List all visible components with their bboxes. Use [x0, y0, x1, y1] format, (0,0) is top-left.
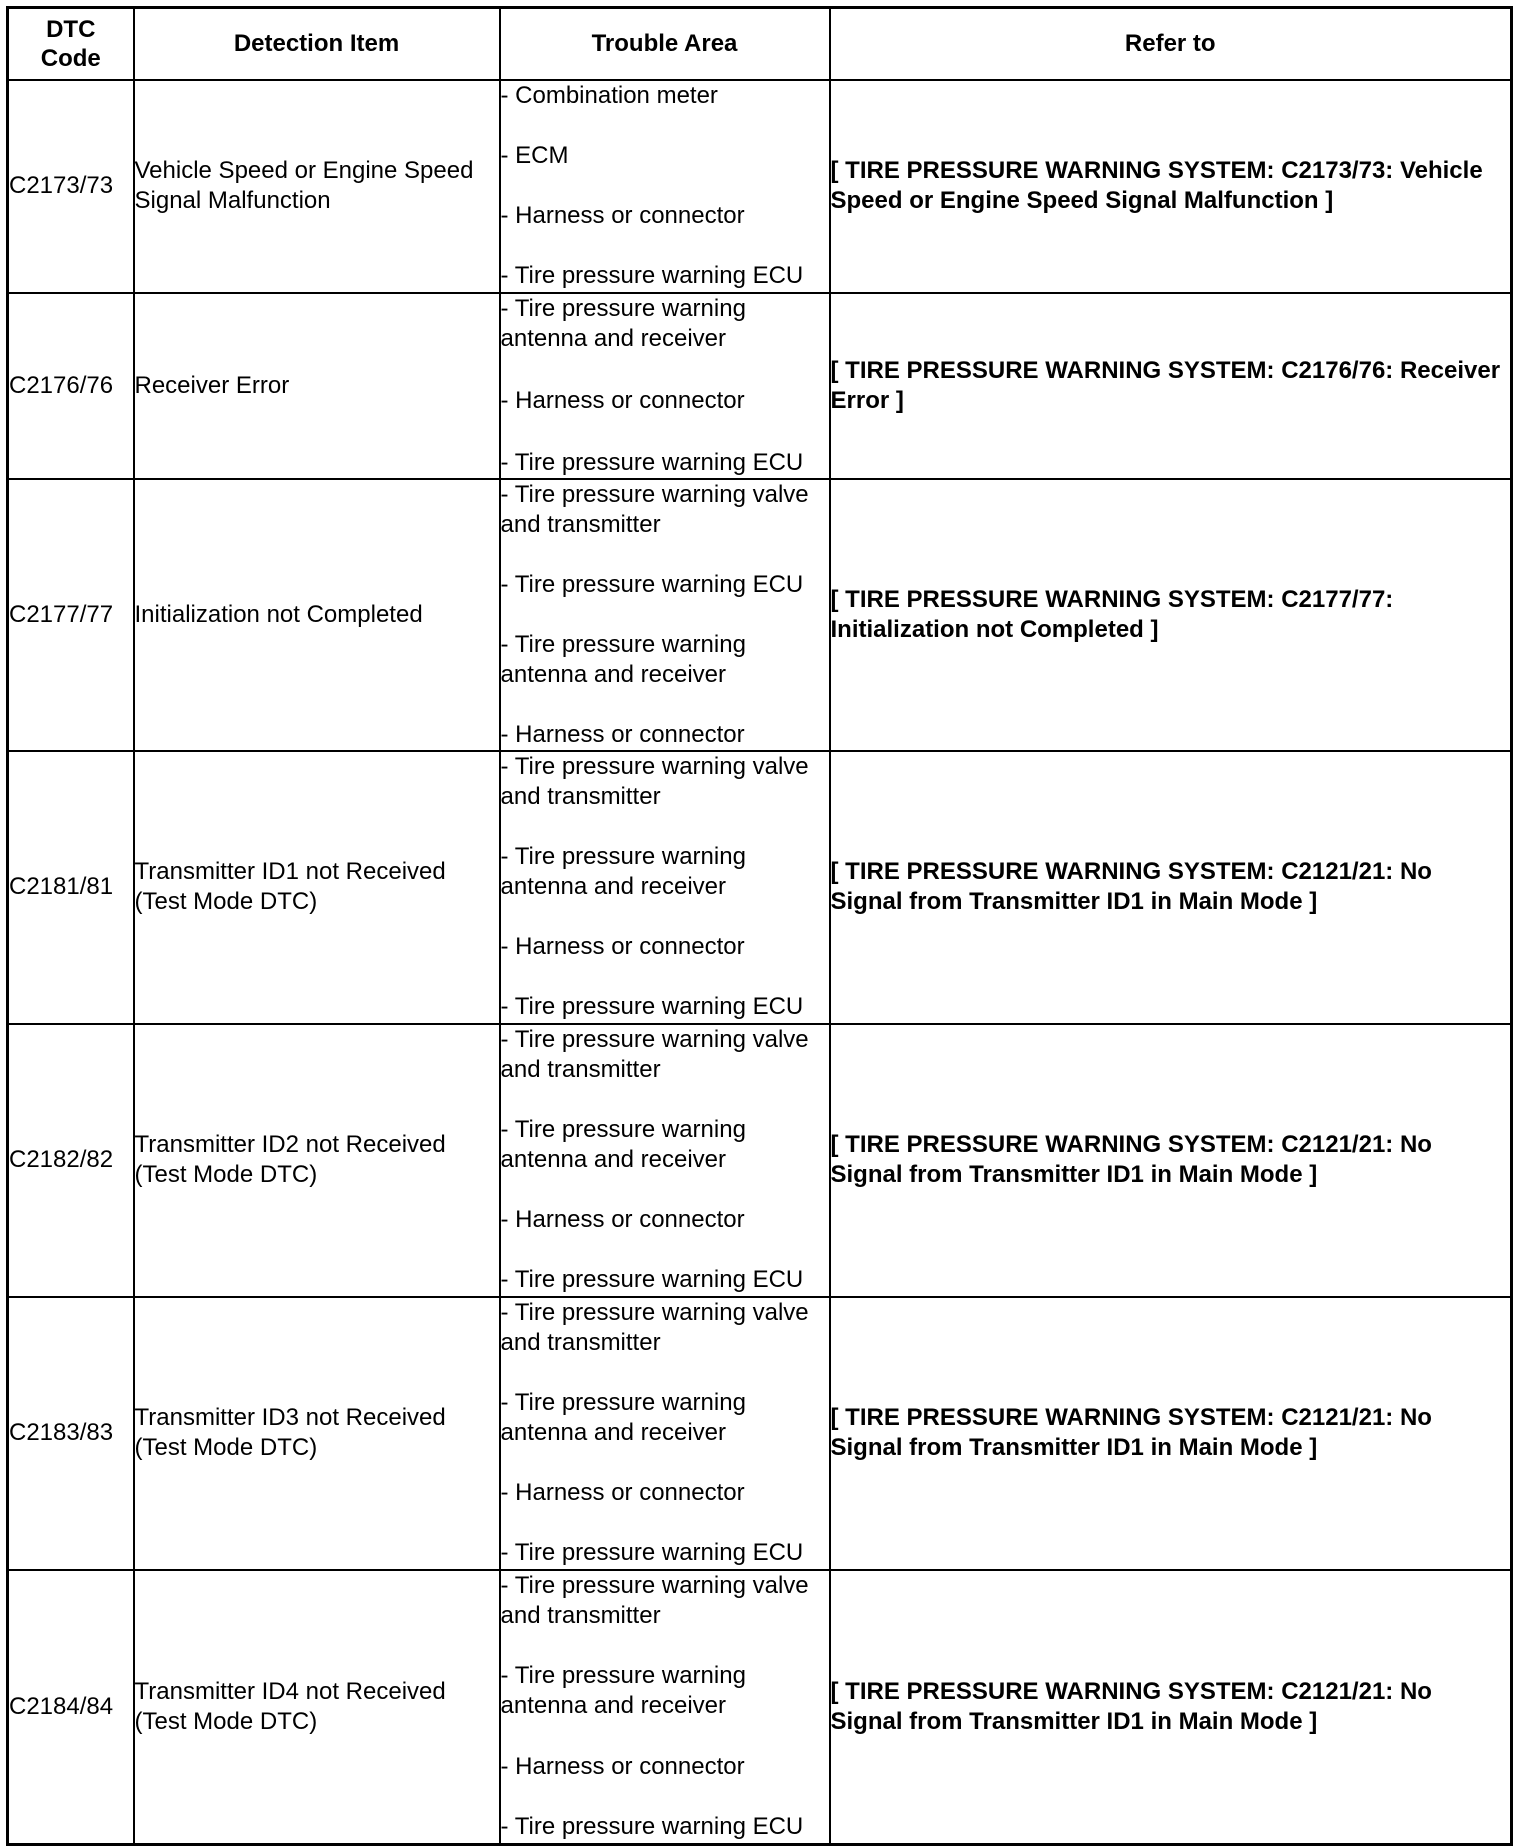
table-header-row — [8, 8, 1512, 80]
trouble-area-entry: - Tire pressure warning valve and transmitter — [500, 480, 809, 538]
dtc-code-cell: C2177/77 — [8, 479, 134, 751]
table-row — [8, 751, 1512, 1024]
table-row — [8, 293, 1512, 479]
detection-item-cell: Vehicle Speed or Engine Speed Signal Malfunction — [134, 80, 500, 293]
refer-to-link: [ TIRE PRESSURE WARNING SYSTEM: C2176/76: Receiver Error ] — [830, 293, 1512, 479]
table-row — [8, 80, 1512, 293]
trouble-area-list — [501, 1298, 829, 1569]
trouble-area-entry: - Tire pressure warning ECU — [500, 1266, 804, 1294]
header-refer-to-label: Refer to — [1124, 30, 1216, 58]
dtc-code-cell: C2183/83 — [8, 1297, 134, 1570]
detection-item-cell: Transmitter ID3 not Received (Test Mode DTC) — [134, 1297, 500, 1570]
trouble-area-cell — [500, 479, 830, 751]
trouble-area-entry: - Tire pressure warning antenna and receiver — [500, 1115, 746, 1173]
trouble-area-list — [501, 752, 829, 1023]
trouble-area-list — [501, 1571, 829, 1843]
header-refer-to — [830, 8, 1512, 80]
trouble-area-list — [501, 294, 829, 478]
dtc-code-cell: C2181/81 — [8, 751, 134, 1024]
refer-to-link: [ TIRE PRESSURE WARNING SYSTEM: C2173/73: Vehicle Speed or Engine Speed Signal Malfunction ] — [830, 80, 1512, 293]
dtc-table — [6, 6, 1513, 1846]
table-row — [8, 1297, 1512, 1570]
trouble-area-entry: - Harness or connector — [500, 720, 745, 748]
header-dtc-code — [8, 8, 134, 80]
trouble-area-entry: - Harness or connector — [500, 386, 745, 414]
header-trouble-area-label: Trouble Area — [591, 30, 738, 58]
detection-item-cell: Receiver Error — [134, 293, 500, 479]
trouble-area-entry: - Harness or connector — [500, 933, 745, 961]
trouble-area-entry: - Tire pressure warning ECU — [500, 1813, 804, 1841]
trouble-area-cell — [500, 751, 830, 1024]
table-row — [8, 1024, 1512, 1297]
trouble-area-entry: - Tire pressure warning valve and transmitter — [500, 752, 809, 810]
trouble-area-entry: - Harness or connector — [500, 1206, 745, 1234]
refer-to-link: [ TIRE PRESSURE WARNING SYSTEM: C2121/21: No Signal from Transmitter ID1 in Main Mode ] — [830, 1297, 1512, 1570]
detection-item-cell: Transmitter ID4 not Received (Test Mode DTC) — [134, 1570, 500, 1845]
detection-item-cell: Transmitter ID1 not Received (Test Mode DTC) — [134, 751, 500, 1024]
trouble-area-list — [501, 81, 829, 292]
trouble-area-entry: - Harness or connector — [500, 1752, 745, 1780]
refer-to-link: [ TIRE PRESSURE WARNING SYSTEM: C2121/21: No Signal from Transmitter ID1 in Main Mode ] — [830, 751, 1512, 1024]
trouble-area-entry: - Tire pressure warning ECU — [500, 1539, 804, 1567]
trouble-area-cell — [500, 1024, 830, 1297]
trouble-area-entry: - Tire pressure warning antenna and receiver — [500, 294, 746, 352]
trouble-area-list — [501, 1025, 829, 1296]
header-trouble-area — [500, 8, 830, 80]
dtc-code-cell: C2176/76 — [8, 293, 134, 479]
trouble-area-entry: - Combination meter — [500, 81, 718, 109]
dtc-code-cell: C2184/84 — [8, 1570, 134, 1845]
dtc-code-cell: C2173/73 — [8, 80, 134, 293]
trouble-area-cell — [500, 80, 830, 293]
trouble-area-entry: - Tire pressure warning ECU — [500, 262, 804, 290]
trouble-area-entry: - Tire pressure warning antenna and receiver — [500, 842, 746, 900]
dtc-code-cell: C2182/82 — [8, 1024, 134, 1297]
refer-to-link: [ TIRE PRESSURE WARNING SYSTEM: C2121/21: No Signal from Transmitter ID1 in Main Mode ] — [830, 1570, 1512, 1845]
trouble-area-entry: - Tire pressure warning valve and transmitter — [500, 1571, 809, 1629]
trouble-area-entry: - Tire pressure warning antenna and receiver — [500, 630, 746, 688]
trouble-area-entry: - Tire pressure warning ECU — [500, 448, 804, 476]
trouble-area-entry: - Tire pressure warning valve and transmitter — [500, 1298, 809, 1356]
detection-item-cell: Initialization not Completed — [134, 479, 500, 751]
trouble-area-cell — [500, 1570, 830, 1845]
header-dtc-code-label: DTC Code — [40, 15, 101, 72]
trouble-area-entry: - Tire pressure warning ECU — [500, 993, 804, 1021]
detection-item-cell: Transmitter ID2 not Received (Test Mode DTC) — [134, 1024, 500, 1297]
trouble-area-entry: - Tire pressure warning antenna and receiver — [500, 1388, 746, 1446]
trouble-area-list — [501, 480, 829, 750]
trouble-area-cell — [500, 293, 830, 479]
trouble-area-entry: - Tire pressure warning valve and transmitter — [500, 1025, 809, 1083]
header-detection-item — [134, 8, 500, 80]
trouble-area-entry: - Harness or connector — [500, 1479, 745, 1507]
trouble-area-entry: - Tire pressure warning antenna and receiver — [500, 1662, 746, 1720]
refer-to-link: [ TIRE PRESSURE WARNING SYSTEM: C2177/77: Initialization not Completed ] — [830, 479, 1512, 751]
trouble-area-entry: - Tire pressure warning ECU — [500, 570, 804, 598]
refer-to-link: [ TIRE PRESSURE WARNING SYSTEM: C2121/21: No Signal from Transmitter ID1 in Main Mode ] — [830, 1024, 1512, 1297]
trouble-area-entry: - Harness or connector — [500, 202, 745, 230]
table-body — [8, 80, 1512, 1845]
trouble-area-cell — [500, 1297, 830, 1570]
trouble-area-entry: - ECM — [500, 141, 569, 169]
header-detection-item-label: Detection Item — [233, 30, 400, 58]
table-row — [8, 479, 1512, 751]
table-row — [8, 1570, 1512, 1845]
